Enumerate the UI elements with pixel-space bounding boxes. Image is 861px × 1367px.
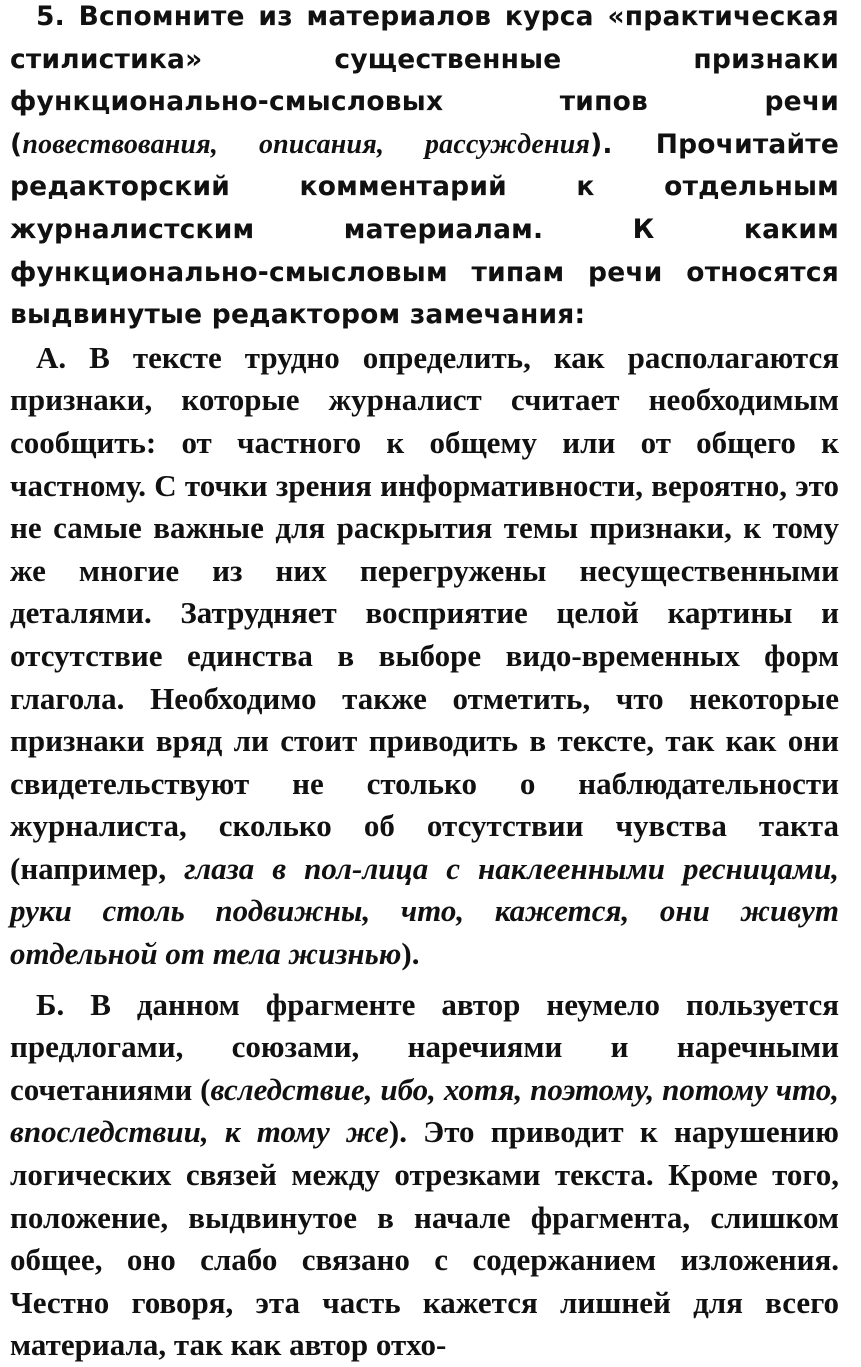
task-paragraph <box>10 0 839 337</box>
task-lead-text: 5. Вспомните из материалов курса «практическая стилистика» существенные признаки функционально-смысловых типов речи ( <box>10 1 839 160</box>
section-a-paragraph <box>10 337 839 976</box>
section-b-italic-text: вследствие, ибо, хотя, поэтому, потому что, впоследствии, к тому же <box>10 1071 839 1150</box>
section-b-tail-text: ). Это приводит к нарушению логических связей между отрезками текста. Кроме того, положение, выдвинутое в начале фрагмента, слишком общее, оно слабо связано с содержанием изложения. Честно говоря, эта часть кажется лишней для всего материала, так как автор отхо- <box>10 1114 839 1363</box>
task-italic-text: повествования, описания, рассуждения <box>22 128 591 160</box>
section-a-tail-text: ). <box>401 936 420 972</box>
section-b-lead-text: Б. В данном фрагменте автор неумело пользуется предлогами, союзами, наречиями и наречными сочетаниями ( <box>10 986 839 1107</box>
section-b-paragraph <box>10 984 839 1367</box>
task-tail-text: ). Прочитайте редакторский комментарий к отдельным журналистским материалам. К каким функционально-смысловым типам речи относятся выдвинутые редактором замечания: <box>10 128 839 331</box>
section-a-italic-text: глаза в пол-лица с наклеенными ресницами, руки столь подвижны, что, кажется, они живут отдельной от тела жизнью <box>10 850 839 972</box>
section-a-lead-text: А. В тексте трудно определить, как располагаются признаки, которые журналист считает необходимым сообщить: от частного к общему или от общего к частному. С точки зрения информативности, вероятно, это не самые важные для раскрытия темы признаки, к тому же многие из них перегружены несущественными деталями. Затрудняет восприятие целой картины и отсутствие единства в выборе видо-временных форм глагола. Необходимо также отметить, что некоторые признаки вряд ли стоит приводить в тексте, так как они свидетельствуют не столько о наблюдательности журналиста, сколько об отсутствии чувства такта (например, <box>10 339 839 886</box>
